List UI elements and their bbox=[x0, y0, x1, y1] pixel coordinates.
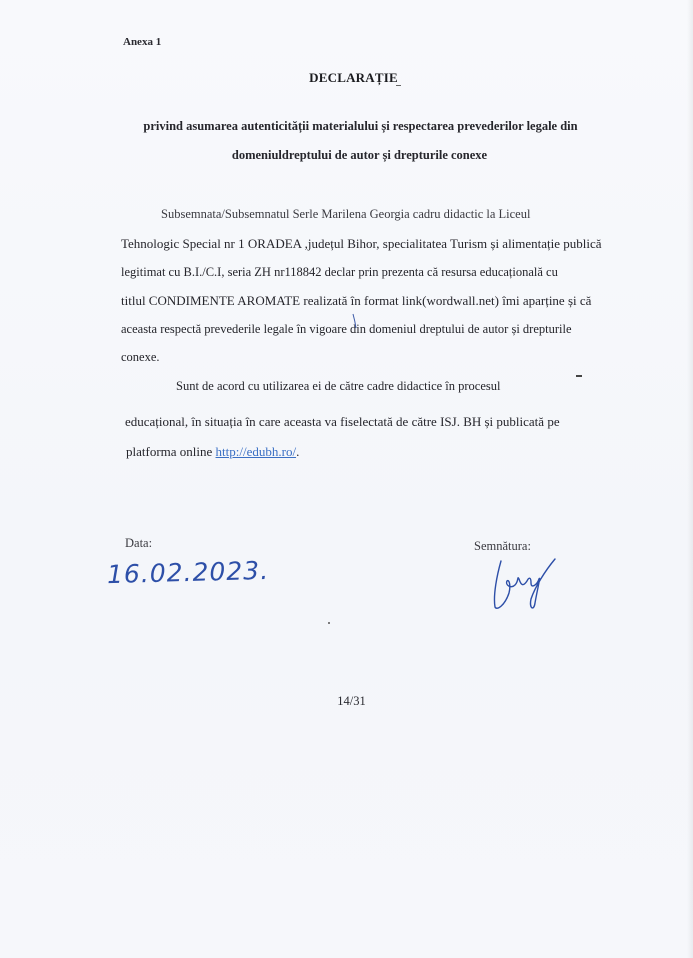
signature-label: Semnătura: bbox=[474, 539, 531, 553]
body-line-8: educațional, în situația în care aceasta va fiselectată de către ISJ. BH și publicată pe bbox=[125, 414, 560, 429]
scan-mark bbox=[328, 622, 330, 624]
subtitle-line-1: privind asumarea autenticității materialului și respectarea prevederilor legale din bbox=[143, 119, 578, 133]
scan-mark bbox=[396, 85, 401, 86]
body-line-6: conexe. bbox=[121, 350, 160, 364]
body-line-7: Sunt de acord cu utilizarea ei de către cadre didactice în procesul bbox=[176, 379, 501, 393]
handwritten-signature bbox=[487, 555, 559, 613]
body-line-4: titlul CONDIMENTE AROMATE realizată în format link(wordwall.net) îmi aparține și că bbox=[121, 293, 592, 308]
document-title: DECLARAȚIE bbox=[309, 70, 398, 85]
scan-mark bbox=[576, 375, 582, 377]
date-label: Data: bbox=[125, 536, 153, 550]
platform-prefix: platforma online bbox=[126, 444, 216, 459]
body-line-2: Tehnologic Special nr 1 ORADEA ,județul Bihor, specialitatea Turism și alimentație publică bbox=[121, 236, 602, 251]
body-line-9 bbox=[126, 444, 299, 460]
handwritten-date: 16.02.2023. bbox=[106, 555, 270, 590]
pen-tick-mark bbox=[352, 313, 358, 329]
annex-label: Anexa 1 bbox=[123, 36, 162, 48]
scan-edge-shadow bbox=[687, 0, 693, 958]
platform-suffix: . bbox=[296, 444, 300, 459]
body-line-3: legitimat cu B.I./C.I, seria ZH nr118842 declar prin prezenta că resursa educațională cu bbox=[121, 265, 558, 279]
subtitle-line-2: domeniuldreptului de autor și drepturile conexe bbox=[231, 148, 488, 162]
body-line-1: Subsemnata/Subsemnatul Serle Marilena Georgia cadru didactic la Liceul bbox=[161, 207, 531, 221]
platform-link[interactable]: http://edubh.ro/ bbox=[215, 444, 297, 459]
page-number: 14/31 bbox=[337, 694, 366, 708]
body-line-5: aceasta respectă prevederile legale în vigoare din domeniul dreptului de autor și drepturile bbox=[121, 322, 572, 336]
